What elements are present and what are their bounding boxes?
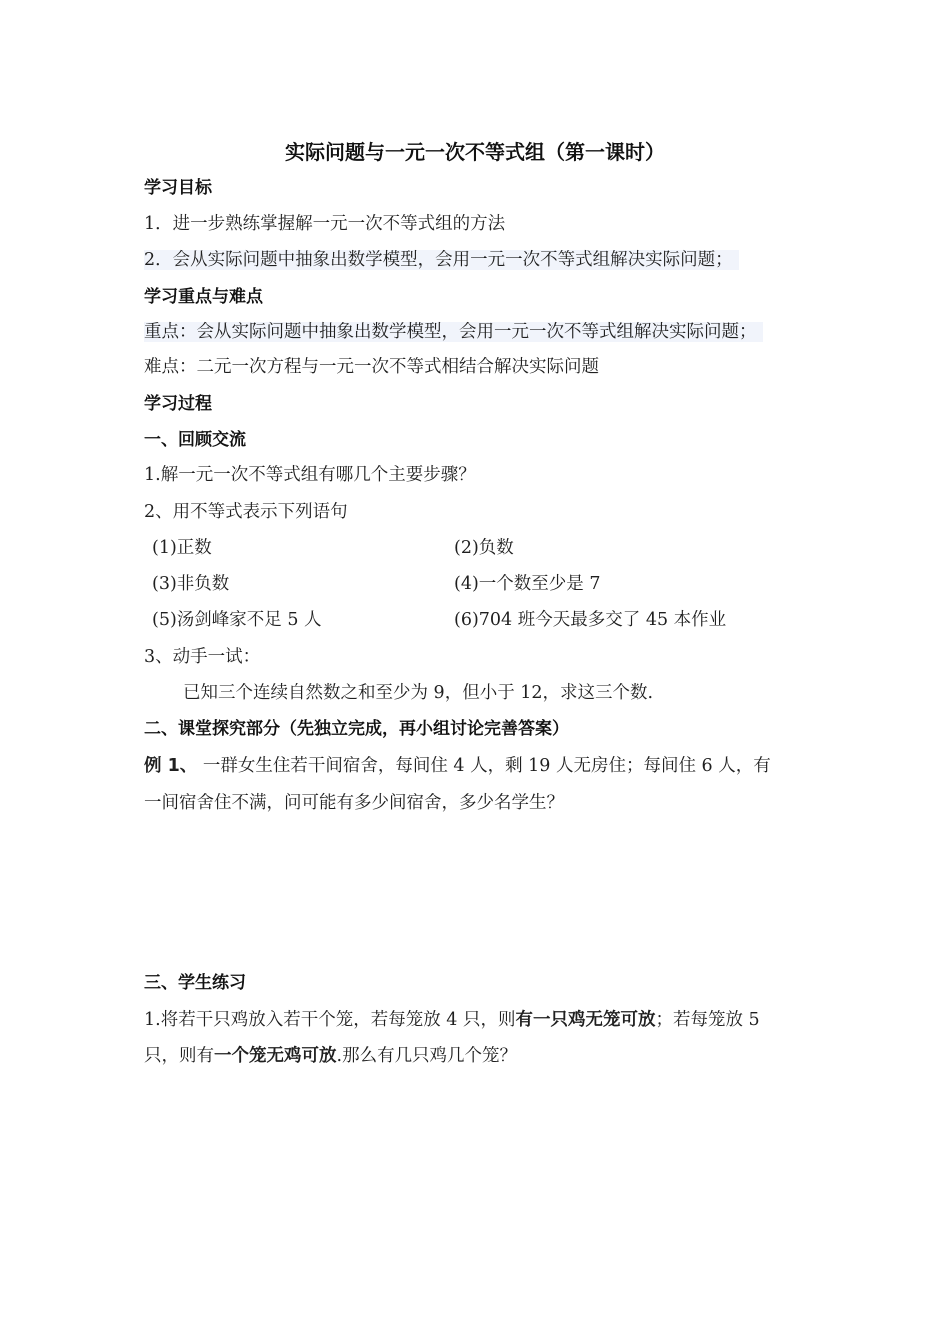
review-question-3-text: 已知三个连续自然数之和至少为 9，但小于 12，求这三个数.	[183, 683, 654, 703]
practice-1-text-f: .那么有几只鸡几个笼？	[336, 1046, 518, 1066]
practice-heading: 三、学生练习	[144, 973, 246, 993]
document-title: 实际问题与一元一次不等式组（第一课时）	[285, 140, 665, 164]
difficulty: 难点：二元一次方程与一元一次不等式相结合解决实际问题	[144, 357, 599, 377]
review-item-2: (2)负数	[454, 538, 514, 558]
review-item-5: (5)汤剑峰家不足 5 人	[152, 610, 322, 630]
practice-1-text-d: 只，则有	[144, 1046, 214, 1066]
review-question-3: 3、动手一试：	[144, 647, 261, 667]
practice-1-text-a: 1.将若干只鸡放入若干个笼，若每笼放 4 只，则	[144, 1010, 516, 1030]
example-1-line-1	[144, 754, 771, 778]
key-point	[144, 320, 763, 344]
goals-heading: 学习目标	[144, 178, 212, 198]
practice-1-emphasis-2: 一个笼无鸡可放	[214, 1046, 337, 1066]
example-1-line-2: 一间宿舍住不满，问可能有多少间宿舍，多少名学生？	[144, 793, 564, 813]
practice-1-line-2	[144, 1044, 517, 1068]
review-heading: 一、回顾交流	[144, 430, 246, 450]
practice-1-emphasis-1: 有一只鸡无笼可放	[515, 1010, 656, 1030]
goal-item-2	[144, 248, 739, 272]
practice-1-text-c: ；若每笼放 5	[655, 1010, 760, 1030]
review-item-1: (1)正数	[152, 538, 212, 558]
focus-heading: 学习重点与难点	[144, 287, 263, 307]
goal-item-2-text: 2．会从实际问题中抽象出数学模型，会用一元一次不等式组解决实际问题；	[144, 250, 739, 270]
example-1-text-1: 一群女生住若干间宿舍，每间住 4 人，剩 19 人无房住；每间住 6 人，有	[197, 756, 771, 776]
practice-1-line-1	[144, 1008, 760, 1032]
review-item-6: (6)704 班今天最多交了 45 本作业	[454, 610, 727, 630]
review-item-4: (4)一个数至少是 7	[454, 574, 601, 594]
review-item-3: (3)非负数	[152, 574, 230, 594]
explore-heading: 二、课堂探究部分（先独立完成，再小组讨论完善答案）	[144, 719, 569, 739]
review-question-2: 2、用不等式表示下列语句	[144, 502, 348, 522]
review-question-1: 1.解一元一次不等式组有哪几个主要步骤？	[144, 465, 476, 485]
example-1-label: 例 1、	[144, 756, 198, 776]
key-point-text: 重点：会从实际问题中抽象出数学模型，会用一元一次不等式组解决实际问题；	[144, 322, 763, 342]
process-heading: 学习过程	[144, 394, 212, 414]
goal-item-1: 1．进一步熟练掌握解一元一次不等式组的方法	[144, 214, 506, 234]
